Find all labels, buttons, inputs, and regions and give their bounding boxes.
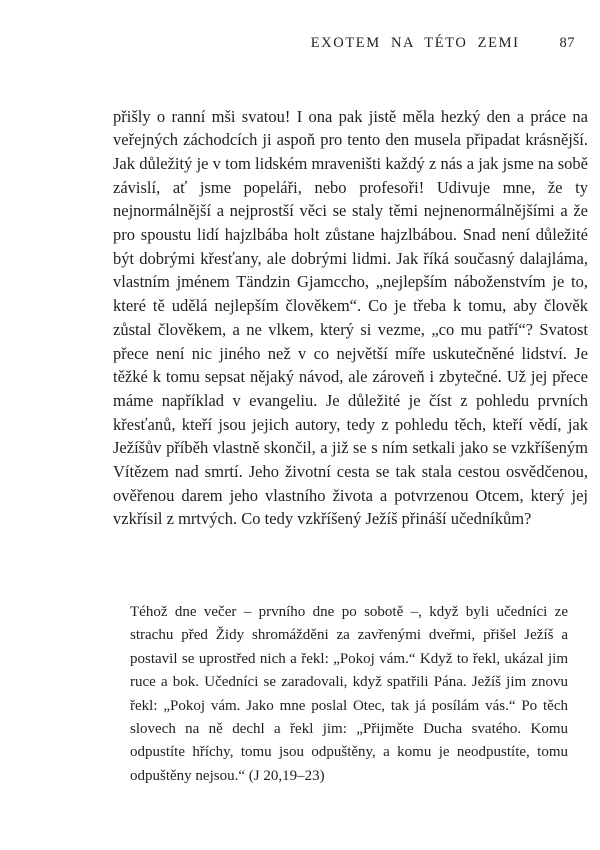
scripture-quote <box>130 601 568 788</box>
page-number: 87 <box>559 35 575 51</box>
chapter-title: EXOTEM NA TÉTO ZEMI <box>310 35 520 51</box>
running-header <box>311 35 575 52</box>
body-paragraph: přišly o ranní mši svatou! I ona pak jistě měla hezký den a práce na veřejných záchodcích ji aspoň pro tento den musela připadat krásnější. Jak důležitý je v tom lidském mraveništi každý z nás a jak jsme na sobě závislí, ať jsme popeláři, nebo profesoři! Udivuje mne, že ty nejnormálnější a nejprostší věci se staly těmi nejnenormálnějšími a že pro spoustu lidí hajzlbába holt zůstane hajzlbábou. Snad není důležité být dobrými křesťany, ale dobrými lidmi. Jak říká současný dalajláma, vlastním jménem Tändzin Gjamccho, „nejlepším náboženstvím je to, které tě udělá nejlepším člověkem“. Co je třeba k tomu, aby člověk zůstal člověkem, a ne vlkem, který si vezme, „co mu patří“? Svatost přece není nic jiného než v co největší míře uskutečněné lidství. Je těžké k tomu sepsat nějaký návod, ale zároveň i zbytečné. Už jej přece máme například v evangeliu. Je důležité je číst z pohledu prvních křesťanů, kteří jsou jejich autory, tedy z pohledu těch, kteří vědí, jak Ježíšův příběh vlastně skončil, a již se s ním setkali jako se vzkříšeným Vítězem nad smrtí. Jeho životní cesta se tak stala cestou osvědčenou, ověřenou darem jeho vlastního života a potvrzenou Otcem, který jej vzkřísil z mrtvých. Co tedy vzkříšený Ježíš přináší učedníkům? <box>113 106 588 529</box>
scripture-citation: (J 20,19–23) <box>248 767 325 784</box>
scripture-quote-text: Téhož dne večer – prvního dne po sobotě –, když byli učedníci ze strachu před Židy shromážděni za zavřenými dveřmi, přišel Ježíš a postavil se uprostřed nich a řekl: „Pokoj vám.“ Když to řekl, ukázal jim ruce a bok. Učedníci se zaradovali, když spatřili Pána. Ježíš jim znovu řekl: „Pokoj vám. Jako mne poslal Otec, tak já posílám vás.“ Po těch slovech na ně dechl a řekl jim: „Přijměte Ducha svatého. Komu odpustíte hříchy, tomu jsou odpuštěny, a komu je neodpustíte, tomu odpuštěny nejsou.“ <box>130 604 568 784</box>
